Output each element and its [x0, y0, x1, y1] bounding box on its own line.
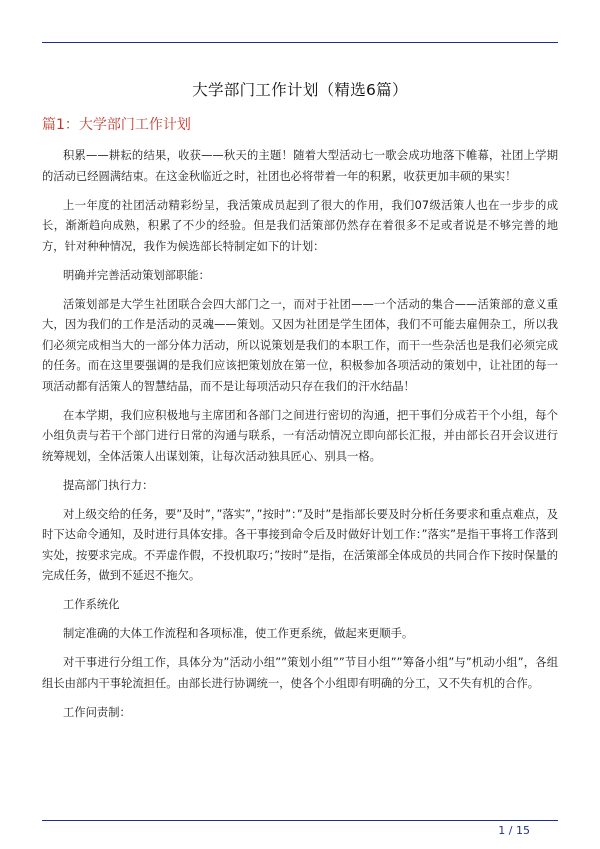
document-body	[42, 146, 558, 732]
paragraph-5: 在本学期，我们应积极地与主席团和各部门之间进行密切的沟通，把干事们分成若干个小组，每个小组负责与若干个部门进行日常的沟通与联系，一有活动情况立即向部长汇报，并由部长召开会议进行统筹规划，全体活策人出谋划策，让每次活动独具匠心、别具一格。	[42, 408, 558, 463]
paragraph-11: 工作问责制：	[63, 705, 131, 719]
paragraph-8: 工作系统化	[63, 598, 120, 611]
document-title: 大学部门工作计划（精选6篇）	[192, 81, 408, 99]
paragraph-10: 对干事进行分组工作，具体分为”活动小组””策划小组””节目小组””筹备小组”与”机动小组”，各组组长由部内干事轮流担任。由部长进行协调统一，使各个小组即有明确的分工，又不失有机的合作。	[42, 656, 558, 690]
paragraph-1: 积累——耕耘的结果，收获——秋天的主题！随着大型活动七一歌会成功地落下帷幕，社团上学期的活动已经圆满结束。在这金秋临近之时，社团也必将带着一年的积累，收获更加丰硕的果实！	[42, 149, 558, 183]
header-rule	[42, 42, 558, 43]
footer-rule	[42, 820, 558, 821]
paragraph-3: 明确并完善活动策划部职能：	[63, 268, 210, 282]
paragraph-2: 上一年度的社团活动精彩纷呈，我活策成员起到了很大的作用，我们07级活策人也在一步步的成长，渐渐趋向成熟，积累了不少的经验。但是我们活策部仍然存在着很多不足或者说是不够完善的地方，针对种种情况，我作为候选部长特制定如下的计划：	[42, 198, 558, 253]
paragraph-4: 活策划部是大学生社团联合会四大部门之一，而对于社团——一个活动的集合——活策部的意义重大，因为我们的工作是活动的灵魂——策划。又因为社团是学生团体，我们不可能去雇佣杂工，所以我们必须完成相当大的一部分体力活动，所以说策划是我们的本职工作，而干一些杂活也是我们必须完成的任务。而在这里要强调的是我们应该把策划放在第一位，积极参加各项活动的策划中，让社团的每一项活动都有活策人的智慧结晶，而不是让每项活动只存在我们的汗水结晶！	[42, 297, 558, 393]
page-indicator: 1 / 15	[498, 824, 530, 837]
paragraph-6: 提高部门执行力：	[63, 478, 154, 492]
paragraph-9: 制定准确的大体工作流程和各项标准，使工作更系统，做起来更顺手。	[63, 627, 414, 640]
section-heading: 篇1：大学部门工作计划	[42, 117, 191, 133]
paragraph-7: 对上级交给的任务，要”及时”，”落实”，”按时”：”及时”是指部长要及时分析任务要求和重点难点，及时下达命令通知，及时进行具体安排。各干事接到命令后及时做好计划工作：”落实”是指干事将工作落到实处，按要求完成。不弄虚作假，不投机取巧；”按时”是指，在活策部全体成员的共同合作下按时保量的完成任务，做到不延迟不拖欠。	[42, 507, 558, 582]
